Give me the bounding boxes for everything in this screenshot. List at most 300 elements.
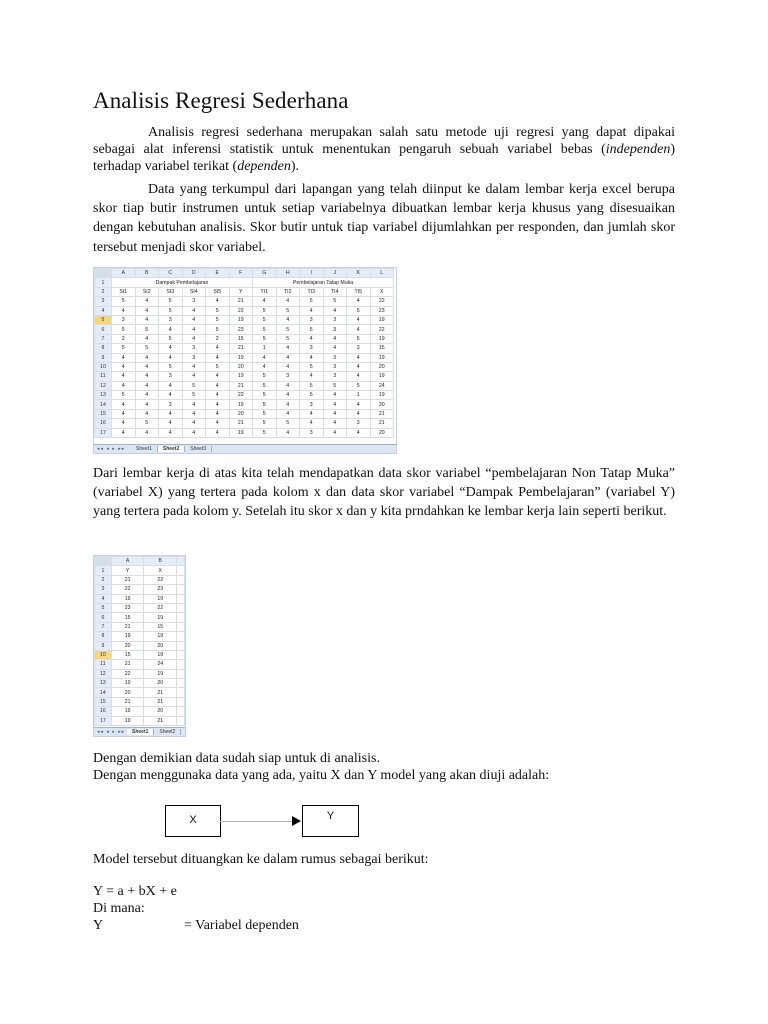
table-cell: 4 [159, 391, 183, 400]
table-cell: 15 [229, 334, 253, 343]
table-cell: 4 [323, 391, 347, 400]
table-cell: 21 [370, 419, 394, 428]
table-cell: 5 [253, 428, 277, 437]
row-number: 8 [95, 632, 112, 641]
row-number: 14 [95, 688, 112, 697]
table-cell: 4 [323, 428, 347, 437]
row-number: 6 [95, 325, 112, 334]
row-number: 7 [95, 622, 112, 631]
row-number: 10 [95, 362, 112, 371]
table-cell: 21 [144, 688, 177, 697]
table-cell: 5 [182, 391, 206, 400]
table-cell: 5 [300, 297, 324, 306]
table-row [95, 688, 185, 697]
table-cell: 4 [112, 428, 136, 437]
table-cell: 5 [253, 400, 277, 409]
corner-cell [95, 557, 112, 566]
column-header: TI1 [253, 287, 277, 296]
table-row [95, 391, 394, 400]
table-row [95, 409, 394, 418]
table-cell: 5 [135, 344, 159, 353]
table-cell: 5 [347, 334, 371, 343]
table-cell: 5 [276, 334, 300, 343]
column-letter: J [323, 269, 347, 278]
definition-desc-y: = Variabel dependen [184, 918, 299, 933]
sheet-nav-arrows-2: ◂◂ ◂ ▸ ▸▸ [97, 729, 126, 735]
column-letter: L [370, 269, 394, 278]
table-cell: 4 [347, 400, 371, 409]
formula: Y = a + bX + e [93, 884, 177, 899]
row-number: 5 [95, 315, 112, 324]
table-cell: 5 [347, 381, 371, 390]
text-model-intro: Dengan menggunaka data yang ada, yaitu X dan Y model yang akan diuji adalah: [93, 768, 550, 783]
row-number: 1 [95, 566, 112, 575]
spreadsheet-1-grid [94, 268, 394, 438]
table-row [95, 344, 394, 353]
paragraph-data-collection: Data yang terkumpul dari lapangan yang telah diinput ke dalam lembar kerja excel berupa skor tiap butir instrumen untuk setiap variabelnya dibuatkan lembar kerja khusus yang disesuaikan dengan kebutuhan analisis. Skor butir untuk tiap variabel dijumlahkan per responden, dan jumlah skor tersebut menjadi skor variabel. [93, 182, 675, 255]
group-header-right: Pembelajaran Tatap Muka [253, 278, 394, 287]
table-cell: 4 [276, 409, 300, 418]
table-cell: 4 [206, 409, 230, 418]
table-row [95, 419, 394, 428]
table-cell: 24 [370, 381, 394, 390]
column-header-row [95, 557, 185, 566]
table-cell: 5 [253, 419, 277, 428]
sheet-tabs-1 [94, 444, 396, 453]
table-cell: 19 [111, 707, 144, 716]
column-header: SI5 [206, 287, 230, 296]
table-cell: 19 [111, 679, 144, 688]
table-cell: 20 [144, 641, 177, 650]
table-cell: 4 [135, 306, 159, 315]
paragraph-variables: Dari lembar kerja di atas kita telah mendapatkan data skor variabel “pembelajaran Non Tatap Muka” (variabel X) yang tertera pada kolom x dan data skor variabel “Dampak Pembelajaran” (variabel Y) yang tertera pada kolom y. Setelah itu skor x dan y kita prndahkan ke lembar kerja lain seperti berikut. [93, 466, 675, 520]
row-number: 13 [95, 679, 112, 688]
table-cell [177, 641, 185, 650]
model-box-x: X [165, 805, 221, 837]
table-cell: 5 [253, 409, 277, 418]
table-cell: 22 [144, 575, 177, 584]
table-cell: 5 [135, 419, 159, 428]
table-cell: 5 [253, 315, 277, 324]
table-cell: 21 [229, 297, 253, 306]
row-number: 8 [95, 344, 112, 353]
table-row [95, 575, 185, 584]
table-cell: 5 [300, 325, 324, 334]
table-cell: 4 [135, 334, 159, 343]
column-header: TI2 [276, 287, 300, 296]
table-cell: 5 [347, 306, 371, 315]
table-cell: 4 [347, 428, 371, 437]
spreadsheet-image-1 [93, 267, 397, 454]
column-letter: G [253, 269, 277, 278]
table-cell: 19 [111, 594, 144, 603]
table-cell: 5 [182, 381, 206, 390]
table-cell: 3 [276, 372, 300, 381]
table-cell: 4 [112, 372, 136, 381]
table-cell [177, 716, 185, 725]
table-cell: 5 [276, 419, 300, 428]
table-cell: 4 [135, 381, 159, 390]
table-row [95, 594, 185, 603]
table-cell: 4 [159, 428, 183, 437]
table-row [95, 428, 394, 437]
table-cell: 21 [111, 622, 144, 631]
table-cell: 4 [135, 391, 159, 400]
table-cell [177, 707, 185, 716]
table-cell: 4 [112, 419, 136, 428]
column-header-row [95, 269, 394, 278]
row-number: 4 [95, 306, 112, 315]
table-cell: 19 [370, 315, 394, 324]
intro-text-1: Analisis regresi sederhana merupakan salah satu metode uji regresi yang dapat dipakai sebagai alat inferensi statistik untuk menentukan pengaruh sebuah variabel bebas ( [93, 125, 675, 157]
table-cell [177, 622, 185, 631]
table-cell: 4 [300, 409, 324, 418]
table-cell: 22 [229, 391, 253, 400]
sheet-nav-arrows-1: ◂◂ ◂ ▸ ▸▸ [97, 446, 126, 452]
column-letter: K [347, 269, 371, 278]
table-cell [177, 688, 185, 697]
row-number: 17 [95, 428, 112, 437]
column-letter: A [112, 269, 136, 278]
table-cell: 4 [135, 400, 159, 409]
column-header: SI3 [159, 287, 183, 296]
table-cell: 3 [112, 315, 136, 324]
table-cell: 3 [300, 315, 324, 324]
table-cell: 4 [347, 409, 371, 418]
model-arrow-head-icon [292, 816, 301, 826]
table-row [95, 622, 185, 631]
table-cell: 4 [206, 391, 230, 400]
row-number: 9 [95, 641, 112, 650]
table-cell [177, 603, 185, 612]
table-row [95, 400, 394, 409]
column-header: TI5 [347, 287, 371, 296]
table-cell: 4 [347, 297, 371, 306]
table-cell: 4 [300, 306, 324, 315]
table-cell: 4 [300, 334, 324, 343]
table-cell: 21 [370, 409, 394, 418]
table-row [95, 613, 185, 622]
table-row [95, 372, 394, 381]
table-cell: 4 [135, 362, 159, 371]
table-cell: 4 [276, 362, 300, 371]
table-cell: 4 [182, 315, 206, 324]
table-cell: 4 [182, 419, 206, 428]
table-row [95, 585, 185, 594]
table-cell: 4 [159, 344, 183, 353]
table-cell: 19 [370, 353, 394, 362]
table-cell: 20 [370, 428, 394, 437]
table-row [95, 650, 185, 659]
row-number: 6 [95, 613, 112, 622]
table-cell: 5 [300, 381, 324, 390]
row-number: 14 [95, 400, 112, 409]
table-cell: 3 [323, 372, 347, 381]
table-cell: 4 [135, 297, 159, 306]
text-ready: Dengan demikian data sudah siap untuk di analisis. [93, 751, 380, 766]
table-cell: 5 [112, 391, 136, 400]
table-row [95, 297, 394, 306]
table-cell: 4 [347, 325, 371, 334]
table-cell: 5 [276, 325, 300, 334]
table-cell: 15 [144, 622, 177, 631]
table-cell: 4 [253, 353, 277, 362]
table-cell: 21 [229, 344, 253, 353]
table-cell: 4 [323, 419, 347, 428]
table-cell: 5 [276, 306, 300, 315]
row-number: 1 [95, 278, 112, 287]
table-cell: 3 [159, 400, 183, 409]
table-cell: 5 [323, 381, 347, 390]
table-cell: 4 [159, 381, 183, 390]
column-letter: F [229, 269, 253, 278]
table-cell: 3 [300, 428, 324, 437]
table-cell: 15 [111, 613, 144, 622]
spreadsheet-2-grid [94, 556, 185, 726]
table-cell: 22 [370, 325, 394, 334]
table-cell: 4 [159, 353, 183, 362]
table-cell: 19 [144, 669, 177, 678]
row-number: 2 [95, 287, 112, 296]
table-cell: 5 [206, 362, 230, 371]
table-cell: 21 [229, 381, 253, 390]
table-cell: 4 [182, 334, 206, 343]
row-number: 7 [95, 334, 112, 343]
table-cell: 4 [135, 372, 159, 381]
table-cell: 23 [229, 325, 253, 334]
column-header: SI2 [135, 287, 159, 296]
table-row [95, 603, 185, 612]
table-cell: 3 [323, 353, 347, 362]
table-cell: 4 [159, 409, 183, 418]
table-cell: 21 [111, 575, 144, 584]
sheet-tab: Sheet1 [131, 446, 158, 452]
table-cell [177, 669, 185, 678]
table-cell: 5 [112, 325, 136, 334]
table-cell: 5 [253, 372, 277, 381]
table-cell: 4 [276, 315, 300, 324]
table-cell: 4 [182, 428, 206, 437]
column-header: TI3 [300, 287, 324, 296]
table-cell: 4 [347, 353, 371, 362]
table-cell: 3 [323, 315, 347, 324]
row-number: 9 [95, 353, 112, 362]
table-cell: 4 [300, 372, 324, 381]
table-cell: 4 [323, 334, 347, 343]
table-cell: 19 [111, 632, 144, 641]
table-cell: 5 [253, 381, 277, 390]
table-cell: 19 [229, 400, 253, 409]
column-header: SI1 [112, 287, 136, 296]
row-number: 16 [95, 419, 112, 428]
table-cell: 4 [112, 306, 136, 315]
table-cell: 15 [111, 650, 144, 659]
table-cell: 4 [276, 297, 300, 306]
row-number: 16 [95, 707, 112, 716]
table-cell: 4 [182, 372, 206, 381]
table-cell: 3 [159, 315, 183, 324]
table-cell: 4 [323, 400, 347, 409]
table-cell: 4 [206, 372, 230, 381]
table-cell: 4 [206, 297, 230, 306]
column-header: SI4 [182, 287, 206, 296]
intro-text-3: ). [290, 159, 300, 174]
table-row [95, 315, 394, 324]
table-cell: 4 [276, 353, 300, 362]
table-cell: 4 [323, 306, 347, 315]
table-cell: 23 [144, 585, 177, 594]
table-cell: 4 [276, 344, 300, 353]
table-cell: 3 [347, 344, 371, 353]
table-cell [177, 650, 185, 659]
table-cell: 4 [112, 381, 136, 390]
table-cell: 23 [370, 306, 394, 315]
row-number: 15 [95, 409, 112, 418]
table-cell: 5 [159, 334, 183, 343]
table-cell: 23 [111, 603, 144, 612]
table-cell: 4 [112, 409, 136, 418]
column-header: X [370, 287, 394, 296]
table-cell: 4 [159, 325, 183, 334]
column-letter: B [135, 269, 159, 278]
table-cell: 21 [144, 697, 177, 706]
table-cell: 22 [111, 585, 144, 594]
table-cell: 21 [111, 660, 144, 669]
sheet-tabs-2 [94, 727, 185, 736]
table-cell: 4 [347, 362, 371, 371]
table-cell: 20 [370, 362, 394, 371]
table-cell: 5 [159, 362, 183, 371]
table-cell: 4 [182, 400, 206, 409]
table-cell: 4 [253, 297, 277, 306]
table-row [95, 669, 185, 678]
table-cell: 4 [347, 372, 371, 381]
sheet-tab: Sheet2 [158, 446, 185, 452]
row-number: 3 [95, 297, 112, 306]
table-cell: 4 [206, 344, 230, 353]
table-cell: 4 [206, 381, 230, 390]
column-letter: D [182, 269, 206, 278]
table-cell [177, 697, 185, 706]
column-letter: B [144, 557, 177, 566]
table-cell: 4 [182, 325, 206, 334]
table-cell [177, 679, 185, 688]
table-cell: 19 [144, 632, 177, 641]
table-cell: 5 [300, 362, 324, 371]
table-row [95, 707, 185, 716]
table-cell: 4 [182, 362, 206, 371]
row-number: 11 [95, 660, 112, 669]
table-row [95, 278, 394, 287]
table-cell: 19 [144, 613, 177, 622]
table-row [95, 306, 394, 315]
row-number: 13 [95, 391, 112, 400]
table-cell [177, 594, 185, 603]
table-row [95, 566, 185, 575]
table-cell: 2 [206, 334, 230, 343]
table-cell: 3 [182, 344, 206, 353]
table-cell: 3 [323, 362, 347, 371]
table-cell: 20 [144, 707, 177, 716]
table-cell: 4 [276, 428, 300, 437]
column-letter: I [300, 269, 324, 278]
table-row [95, 362, 394, 371]
table-cell: 4 [253, 362, 277, 371]
table-cell: 3 [347, 419, 371, 428]
text-formula-intro: Model tersebut dituangkan ke dalam rumus sebagai berikut: [93, 852, 429, 867]
table-cell: 20 [111, 641, 144, 650]
text-dimana: Di mana: [93, 901, 145, 916]
row-number: 10 [95, 650, 112, 659]
column-letter-partial [177, 557, 185, 566]
table-cell: 20 [111, 688, 144, 697]
table-cell [177, 566, 185, 575]
table-cell [177, 660, 185, 669]
table-cell: 4 [206, 353, 230, 362]
table-cell: 4 [300, 419, 324, 428]
model-box-y: Y [302, 805, 359, 837]
table-cell: 21 [144, 716, 177, 725]
table-cell: 4 [323, 344, 347, 353]
table-cell: 22 [370, 297, 394, 306]
table-cell: 5 [253, 391, 277, 400]
table-cell: 22 [111, 669, 144, 678]
row-number: 17 [95, 716, 112, 725]
table-cell: 4 [300, 353, 324, 362]
table-cell: 19 [144, 650, 177, 659]
table-cell: 19 [370, 372, 394, 381]
table-cell: 5 [159, 306, 183, 315]
intro-italic-1: independen [605, 142, 671, 157]
row-number: 4 [95, 594, 112, 603]
table-cell: 19 [229, 372, 253, 381]
table-cell: 2 [112, 334, 136, 343]
table-row [95, 716, 185, 725]
column-letter: E [206, 269, 230, 278]
paragraph-intro [93, 124, 675, 175]
page-title: Analisis Regresi Sederhana [93, 88, 349, 113]
table-cell: 19 [370, 334, 394, 343]
model-arrow-line [220, 821, 300, 822]
table-cell: 4 [135, 353, 159, 362]
table-cell: 5 [112, 297, 136, 306]
row-number: 11 [95, 372, 112, 381]
table-cell: 4 [112, 353, 136, 362]
table-cell [177, 585, 185, 594]
table-cell: 20 [229, 362, 253, 371]
table-row [95, 334, 394, 343]
table-cell: 5 [323, 297, 347, 306]
table-cell: 20 [370, 400, 394, 409]
sheet-tab: Sheet2 [154, 729, 181, 735]
table-row [95, 660, 185, 669]
row-number: 5 [95, 603, 112, 612]
table-cell: 4 [206, 428, 230, 437]
table-cell: 5 [253, 334, 277, 343]
table-cell: 22 [229, 306, 253, 315]
table-cell: 19 [370, 391, 394, 400]
table-cell: 21 [111, 697, 144, 706]
table-cell: 5 [159, 297, 183, 306]
table-cell: 5 [253, 325, 277, 334]
table-row [95, 632, 185, 641]
table-cell: 5 [206, 315, 230, 324]
table-cell: 4 [159, 419, 183, 428]
table-row [95, 697, 185, 706]
table-row [95, 325, 394, 334]
table-cell: 21 [229, 419, 253, 428]
table-cell: 4 [347, 315, 371, 324]
